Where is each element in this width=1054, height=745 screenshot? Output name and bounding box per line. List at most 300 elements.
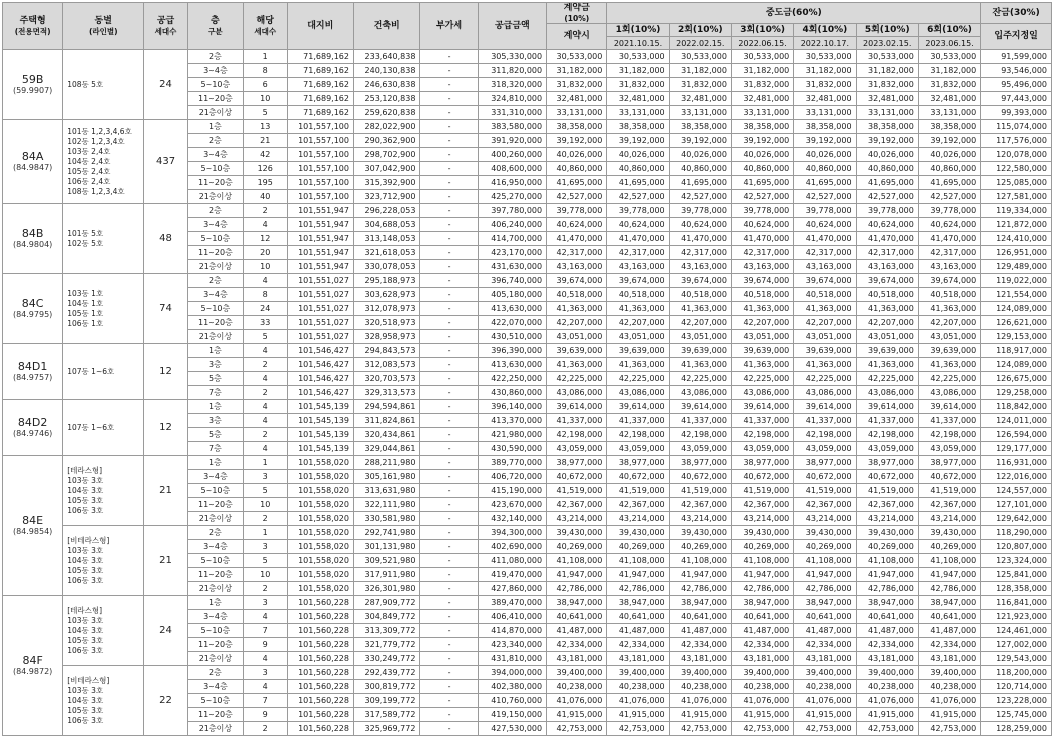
- contract-cell: 41,470,000: [547, 232, 607, 246]
- floor-cell: 21층이상: [187, 190, 243, 204]
- middle-cell: 40,518,000: [918, 288, 980, 302]
- type-name: 59B: [21, 73, 44, 86]
- middle-cell: 42,753,000: [607, 722, 669, 736]
- dong-cell: [63, 666, 144, 736]
- dong-cell: [63, 400, 144, 456]
- units-cell: 6: [243, 78, 287, 92]
- type-area: (84.9746): [12, 429, 53, 438]
- build-cell: 292,439,772: [353, 666, 419, 680]
- middle-cell: 43,059,000: [918, 442, 980, 456]
- vat-cell: -: [420, 400, 478, 414]
- units-cell: 20: [243, 246, 287, 260]
- units-cell: 7: [243, 624, 287, 638]
- middle-cell: 40,624,000: [731, 218, 793, 232]
- price-cell: 430,860,000: [478, 386, 547, 400]
- middle-cell: 39,400,000: [607, 666, 669, 680]
- units-cell: 2: [243, 512, 287, 526]
- dong-line: [테라스형]: [67, 465, 103, 475]
- units-cell: 4: [243, 414, 287, 428]
- vat-cell: -: [420, 596, 478, 610]
- floor-cell: 11~20층: [187, 708, 243, 722]
- land-cell: 101,551,947: [287, 232, 353, 246]
- balance-cell: 124,011,000: [981, 414, 1052, 428]
- contract-cell: 30,533,000: [547, 50, 607, 64]
- middle-cell: 43,051,000: [731, 330, 793, 344]
- middle-cell: 31,182,000: [607, 64, 669, 78]
- middle-cell: 42,367,000: [731, 498, 793, 512]
- contract-cell: 42,753,000: [547, 722, 607, 736]
- build-cell: 301,131,980: [353, 540, 419, 554]
- build-cell: 294,843,573: [353, 344, 419, 358]
- build-cell: 246,630,838: [353, 78, 419, 92]
- contract-cell: 43,163,000: [547, 260, 607, 274]
- middle-cell: 31,182,000: [856, 64, 918, 78]
- land-cell: 101,560,228: [287, 610, 353, 624]
- supply-cell: 24: [144, 596, 188, 666]
- price-cell: 389,770,000: [478, 456, 547, 470]
- middle-cell: 42,207,000: [856, 316, 918, 330]
- supply-cell: 24: [144, 50, 188, 120]
- header-supply-label: 공급: [156, 16, 175, 26]
- middle-cell: 40,269,000: [731, 540, 793, 554]
- middle-cell: 39,639,000: [731, 344, 793, 358]
- middle-cell: 40,518,000: [607, 288, 669, 302]
- header-type-sub: (전용면적): [14, 27, 51, 36]
- build-cell: 290,362,900: [353, 134, 419, 148]
- contract-cell: 40,518,000: [547, 288, 607, 302]
- middle-cell: 40,641,000: [669, 610, 731, 624]
- type-cell: [3, 204, 63, 274]
- middle-cell: 42,786,000: [607, 582, 669, 596]
- middle-cell: 32,481,000: [856, 92, 918, 106]
- middle-cell: 43,214,000: [607, 512, 669, 526]
- build-cell: 329,044,861: [353, 442, 419, 456]
- middle-cell: 43,163,000: [794, 260, 856, 274]
- contract-cell: 39,614,000: [547, 400, 607, 414]
- dong-cell: [63, 456, 144, 526]
- middle-cell: 40,269,000: [918, 540, 980, 554]
- header-middle-6: 6회(10%): [918, 24, 980, 37]
- middle-cell: 42,207,000: [731, 316, 793, 330]
- build-cell: 307,042,900: [353, 162, 419, 176]
- middle-cell: 42,367,000: [607, 498, 669, 512]
- middle-cell: 41,947,000: [607, 568, 669, 582]
- land-cell: 101,546,427: [287, 372, 353, 386]
- middle-cell: 39,400,000: [856, 666, 918, 680]
- dong-line: 104동 3호: [67, 485, 104, 495]
- floor-cell: 2층: [187, 526, 243, 540]
- floor-cell: 3~4층: [187, 148, 243, 162]
- floor-cell: 5~10층: [187, 484, 243, 498]
- balance-cell: 124,089,000: [981, 302, 1052, 316]
- balance-cell: 120,714,000: [981, 680, 1052, 694]
- build-cell: 287,909,772: [353, 596, 419, 610]
- middle-cell: 42,527,000: [731, 190, 793, 204]
- middle-cell: 41,363,000: [856, 358, 918, 372]
- vat-cell: -: [420, 134, 478, 148]
- floor-cell: 3~4층: [187, 64, 243, 78]
- header-contract: [547, 3, 607, 24]
- middle-cell: 39,614,000: [856, 400, 918, 414]
- dong-cell: [63, 204, 144, 274]
- land-cell: 101,560,228: [287, 666, 353, 680]
- middle-cell: 43,086,000: [607, 386, 669, 400]
- middle-cell: 39,430,000: [607, 526, 669, 540]
- type-name: 84C: [21, 297, 44, 310]
- middle-cell: 42,207,000: [918, 316, 980, 330]
- land-cell: 71,689,162: [287, 50, 353, 64]
- table-row: [3, 526, 1052, 540]
- build-cell: 233,640,838: [353, 50, 419, 64]
- table-row: [3, 50, 1052, 64]
- floor-cell: 5~10층: [187, 232, 243, 246]
- price-cell: 430,510,000: [478, 330, 547, 344]
- dong-line: 103동 2,4호: [67, 146, 111, 156]
- vat-cell: -: [420, 302, 478, 316]
- price-cell: 431,810,000: [478, 652, 547, 666]
- middle-cell: 33,131,000: [794, 106, 856, 120]
- units-cell: 1: [243, 50, 287, 64]
- middle-cell: 41,108,000: [918, 554, 980, 568]
- supply-cell: 48: [144, 204, 188, 274]
- middle-cell: 41,076,000: [794, 694, 856, 708]
- middle-cell: 41,947,000: [669, 568, 731, 582]
- header-dong-label: 동별: [94, 16, 112, 26]
- floor-cell: 21층이상: [187, 512, 243, 526]
- contract-cell: 43,181,000: [547, 652, 607, 666]
- build-cell: 300,819,772: [353, 680, 419, 694]
- middle-cell: 31,832,000: [669, 78, 731, 92]
- units-cell: 126: [243, 162, 287, 176]
- contract-cell: 38,977,000: [547, 456, 607, 470]
- land-cell: 101,560,228: [287, 596, 353, 610]
- middle-cell: 42,198,000: [856, 428, 918, 442]
- table-row: [3, 596, 1052, 610]
- middle-cell: 42,207,000: [669, 316, 731, 330]
- middle-cell: 38,358,000: [918, 120, 980, 134]
- middle-cell: 31,182,000: [794, 64, 856, 78]
- middle-cell: 31,182,000: [669, 64, 731, 78]
- build-cell: 323,712,900: [353, 190, 419, 204]
- floor-cell: 1층: [187, 400, 243, 414]
- middle-cell: 41,695,000: [731, 176, 793, 190]
- middle-cell: 40,238,000: [918, 680, 980, 694]
- units-cell: 1: [243, 526, 287, 540]
- balance-cell: 124,089,000: [981, 358, 1052, 372]
- middle-cell: 40,672,000: [794, 470, 856, 484]
- middle-cell: 39,192,000: [856, 134, 918, 148]
- price-cell: 416,950,000: [478, 176, 547, 190]
- vat-cell: -: [420, 470, 478, 484]
- vat-cell: -: [420, 372, 478, 386]
- units-cell: 195: [243, 176, 287, 190]
- middle-cell: 41,470,000: [794, 232, 856, 246]
- build-cell: 326,301,980: [353, 582, 419, 596]
- land-cell: 101,551,947: [287, 204, 353, 218]
- vat-cell: -: [420, 274, 478, 288]
- price-cell: 324,810,000: [478, 92, 547, 106]
- table-row: [3, 400, 1052, 414]
- middle-cell: 38,358,000: [607, 120, 669, 134]
- header-middle-3: 3회(10%): [731, 24, 793, 37]
- balance-cell: 127,581,000: [981, 190, 1052, 204]
- vat-cell: -: [420, 722, 478, 736]
- balance-cell: 126,621,000: [981, 316, 1052, 330]
- middle-cell: 38,947,000: [918, 596, 980, 610]
- middle-cell: 42,367,000: [856, 498, 918, 512]
- floor-cell: 3~4층: [187, 610, 243, 624]
- middle-cell: 43,059,000: [794, 442, 856, 456]
- units-cell: 9: [243, 708, 287, 722]
- middle-cell: 43,181,000: [607, 652, 669, 666]
- units-cell: 40: [243, 190, 287, 204]
- middle-cell: 40,672,000: [731, 470, 793, 484]
- middle-cell: 43,051,000: [918, 330, 980, 344]
- middle-cell: 42,317,000: [856, 246, 918, 260]
- middle-cell: 40,518,000: [794, 288, 856, 302]
- table-row: [3, 456, 1052, 470]
- contract-cell: 40,672,000: [547, 470, 607, 484]
- build-cell: 240,130,838: [353, 64, 419, 78]
- contract-cell: 42,527,000: [547, 190, 607, 204]
- middle-cell: 33,131,000: [856, 106, 918, 120]
- floor-cell: 21층이상: [187, 106, 243, 120]
- dong-line: 105동 3호: [67, 565, 104, 575]
- vat-cell: -: [420, 694, 478, 708]
- middle-cell: 41,108,000: [669, 554, 731, 568]
- vat-cell: -: [420, 456, 478, 470]
- vat-cell: -: [420, 666, 478, 680]
- price-cell: 430,590,000: [478, 442, 547, 456]
- dong-line: 103동 3호: [67, 615, 104, 625]
- header-middle-1: 1회(10%): [607, 24, 669, 37]
- floor-cell: 5~10층: [187, 162, 243, 176]
- land-cell: 101,551,027: [287, 330, 353, 344]
- floor-cell: 3~4층: [187, 470, 243, 484]
- balance-cell: 116,931,000: [981, 456, 1052, 470]
- middle-cell: 43,214,000: [794, 512, 856, 526]
- middle-cell: 42,527,000: [856, 190, 918, 204]
- vat-cell: -: [420, 162, 478, 176]
- middle-cell: 41,108,000: [607, 554, 669, 568]
- contract-cell: 32,481,000: [547, 92, 607, 106]
- price-cell: 423,670,000: [478, 498, 547, 512]
- middle-cell: 42,317,000: [731, 246, 793, 260]
- price-cell: 414,870,000: [478, 624, 547, 638]
- middle-cell: 38,977,000: [918, 456, 980, 470]
- units-cell: 10: [243, 92, 287, 106]
- middle-cell: 40,860,000: [794, 162, 856, 176]
- build-cell: 313,309,772: [353, 624, 419, 638]
- middle-cell: 43,214,000: [731, 512, 793, 526]
- middle-cell: 41,470,000: [731, 232, 793, 246]
- middle-cell: 41,363,000: [669, 358, 731, 372]
- middle-cell: 42,317,000: [607, 246, 669, 260]
- middle-cell: 41,519,000: [856, 484, 918, 498]
- balance-cell: 129,258,000: [981, 386, 1052, 400]
- build-cell: 298,702,900: [353, 148, 419, 162]
- build-cell: 315,392,900: [353, 176, 419, 190]
- header-middle-date-5: 2023.02.15.: [856, 37, 918, 50]
- middle-cell: 33,131,000: [669, 106, 731, 120]
- middle-cell: 41,487,000: [731, 624, 793, 638]
- middle-cell: 41,487,000: [794, 624, 856, 638]
- price-cell: 391,920,000: [478, 134, 547, 148]
- floor-cell: 5~10층: [187, 78, 243, 92]
- balance-cell: 117,576,000: [981, 134, 1052, 148]
- price-cell: 396,390,000: [478, 344, 547, 358]
- dong-line: 105동 3호: [67, 495, 104, 505]
- balance-cell: 115,074,000: [981, 120, 1052, 134]
- middle-cell: 39,614,000: [918, 400, 980, 414]
- middle-cell: 41,363,000: [731, 358, 793, 372]
- contract-cell: 41,108,000: [547, 554, 607, 568]
- type-name: 84E: [22, 514, 44, 527]
- supply-cell: 12: [144, 400, 188, 456]
- supply-cell: 21: [144, 456, 188, 526]
- floor-cell: 2층: [187, 50, 243, 64]
- header-type-label: 주택형: [19, 16, 46, 26]
- units-cell: 7: [243, 694, 287, 708]
- middle-cell: 41,915,000: [918, 708, 980, 722]
- middle-cell: 41,915,000: [794, 708, 856, 722]
- floor-cell: 3~4층: [187, 218, 243, 232]
- floor-cell: 3~4층: [187, 680, 243, 694]
- price-cell: 406,240,000: [478, 218, 547, 232]
- land-cell: 101,558,020: [287, 470, 353, 484]
- middle-cell: 41,947,000: [731, 568, 793, 582]
- contract-cell: 33,131,000: [547, 106, 607, 120]
- header-row-1: [3, 3, 1052, 24]
- middle-cell: 39,778,000: [794, 204, 856, 218]
- contract-cell: 31,182,000: [547, 64, 607, 78]
- middle-cell: 33,131,000: [731, 106, 793, 120]
- middle-cell: 39,400,000: [731, 666, 793, 680]
- middle-cell: 39,192,000: [731, 134, 793, 148]
- land-cell: 71,689,162: [287, 106, 353, 120]
- middle-cell: 41,915,000: [607, 708, 669, 722]
- units-cell: 4: [243, 442, 287, 456]
- floor-cell: 1층: [187, 344, 243, 358]
- middle-cell: 40,860,000: [607, 162, 669, 176]
- vat-cell: -: [420, 106, 478, 120]
- vat-cell: -: [420, 246, 478, 260]
- floor-cell: 2층: [187, 274, 243, 288]
- floor-cell: 5층: [187, 428, 243, 442]
- middle-cell: 42,225,000: [918, 372, 980, 386]
- dong-line: 105동 1호: [67, 308, 104, 318]
- middle-cell: 42,753,000: [669, 722, 731, 736]
- balance-cell: 121,872,000: [981, 218, 1052, 232]
- contract-cell: 38,358,000: [547, 120, 607, 134]
- middle-cell: 43,163,000: [669, 260, 731, 274]
- middle-cell: 39,430,000: [731, 526, 793, 540]
- middle-cell: 42,207,000: [607, 316, 669, 330]
- middle-cell: 41,108,000: [731, 554, 793, 568]
- middle-cell: 31,832,000: [856, 78, 918, 92]
- units-cell: 3: [243, 470, 287, 484]
- type-area: (84.9757): [12, 373, 53, 382]
- contract-cell: 42,334,000: [547, 638, 607, 652]
- middle-cell: 40,641,000: [607, 610, 669, 624]
- middle-cell: 40,641,000: [856, 610, 918, 624]
- middle-cell: 40,672,000: [918, 470, 980, 484]
- type-area: (59.9907): [12, 86, 53, 95]
- table-row: [3, 666, 1052, 680]
- middle-cell: 38,947,000: [669, 596, 731, 610]
- middle-cell: 42,753,000: [794, 722, 856, 736]
- header-supply-sub: 세대수: [154, 27, 177, 36]
- middle-cell: 42,367,000: [794, 498, 856, 512]
- build-cell: 282,022,900: [353, 120, 419, 134]
- middle-cell: 41,487,000: [669, 624, 731, 638]
- header-units-sub: 세대수: [254, 27, 277, 36]
- build-cell: 309,521,980: [353, 554, 419, 568]
- middle-cell: 42,317,000: [669, 246, 731, 260]
- land-cell: 71,689,162: [287, 92, 353, 106]
- units-cell: 5: [243, 484, 287, 498]
- middle-cell: 39,192,000: [794, 134, 856, 148]
- middle-cell: 39,674,000: [607, 274, 669, 288]
- middle-cell: 40,672,000: [669, 470, 731, 484]
- price-cell: 331,310,000: [478, 106, 547, 120]
- middle-cell: 43,086,000: [856, 386, 918, 400]
- middle-cell: 41,519,000: [918, 484, 980, 498]
- middle-cell: 40,641,000: [918, 610, 980, 624]
- middle-cell: 40,026,000: [669, 148, 731, 162]
- units-cell: 2: [243, 582, 287, 596]
- middle-cell: 43,181,000: [731, 652, 793, 666]
- middle-cell: 40,026,000: [794, 148, 856, 162]
- dong-line: 108동 5호: [67, 79, 104, 89]
- balance-cell: 124,410,000: [981, 232, 1052, 246]
- build-cell: 305,161,980: [353, 470, 419, 484]
- middle-cell: 30,533,000: [918, 50, 980, 64]
- price-cell: 406,720,000: [478, 470, 547, 484]
- middle-cell: 41,076,000: [918, 694, 980, 708]
- balance-cell: 122,580,000: [981, 162, 1052, 176]
- middle-cell: 41,363,000: [794, 302, 856, 316]
- header-balance: 잔금(30%): [981, 3, 1052, 24]
- middle-cell: 43,086,000: [794, 386, 856, 400]
- middle-cell: 42,786,000: [918, 582, 980, 596]
- middle-cell: 42,198,000: [731, 428, 793, 442]
- vat-cell: -: [420, 554, 478, 568]
- contract-cell: 42,317,000: [547, 246, 607, 260]
- type-name: 84D1: [17, 360, 48, 373]
- header-floor: [187, 3, 243, 50]
- middle-cell: 39,778,000: [856, 204, 918, 218]
- dong-cell: [63, 50, 144, 120]
- vat-cell: -: [420, 540, 478, 554]
- type-cell: [3, 344, 63, 400]
- price-cell: 422,070,000: [478, 316, 547, 330]
- middle-cell: 43,086,000: [918, 386, 980, 400]
- dong-line: 106동 1호: [67, 318, 104, 328]
- header-floor-label: 층: [211, 16, 220, 26]
- balance-cell: 125,841,000: [981, 568, 1052, 582]
- middle-cell: 42,207,000: [794, 316, 856, 330]
- floor-cell: 11~20층: [187, 568, 243, 582]
- build-cell: 330,078,053: [353, 260, 419, 274]
- vat-cell: -: [420, 148, 478, 162]
- contract-cell: 31,832,000: [547, 78, 607, 92]
- contract-cell: 41,363,000: [547, 358, 607, 372]
- land-cell: 101,558,020: [287, 526, 353, 540]
- contract-cell: 39,639,000: [547, 344, 607, 358]
- middle-cell: 40,860,000: [856, 162, 918, 176]
- middle-cell: 43,181,000: [918, 652, 980, 666]
